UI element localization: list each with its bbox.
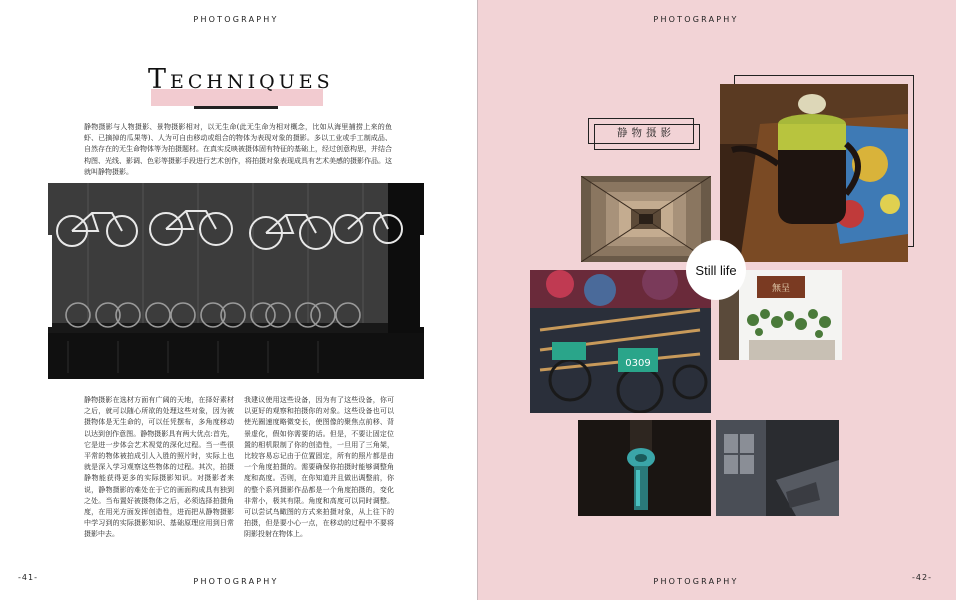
bike-row-image (530, 270, 711, 413)
intro-paragraph: 静物摄影与人物摄影、景物摄影相对，以无生命(此无生命为相对概念，比如从海里捕捞上来的鱼虾、已摘掉的瓜果等)、人为可自由移动或组合的物体为表现对象的摄影。多以工业或手工制成品、自然存在的无生命物体等为拍摄题材。在真实反映被摄体固有特征的基础上，经过创意构思，并结合构图、光线、影调、色彩等摄影手段进行艺术创作，将拍摄对象表现成具有艺术美感的摄影作品。这就叫静物摄影。 (84, 123, 392, 176)
tunnel-photo (581, 176, 711, 262)
shadow-image (716, 420, 839, 516)
body-column-1: 静物摄影在选材方面有广阔的天地，在择好素材之后，就可以随心所欲的处理这些对象，因为被摄物体是无生命的，可以任凭摆布，多角度移动以达到创作意图。静物摄影具有两大优点:首先，它是进一步体会艺术视觉的深化过程。当一些很平常的物体被拍成引人入胜的照片时，实际上也就是深入学习观察这些物体的过程。其次，拍摄静物能获得更多的实际摄影知识。对摄影者来说，静物摄影的难处在于它的画面构成具有独到之处。当布置好被摄物体之后，必须选择拍摄角度，在用光方面发挥创造性，进而把从静物摄影中学习到的实际摄影知识、基础原理应用到日常摄影中去。 (84, 396, 234, 539)
teapot-photo (720, 84, 908, 262)
sign-text: 無呈 (771, 284, 791, 294)
shadow-photo (716, 420, 839, 516)
tap-image (578, 420, 711, 516)
bicycle-photo (48, 183, 424, 379)
running-head: PHOTOGRAPHY (653, 15, 739, 24)
page-title: Techniques (148, 64, 334, 95)
running-head: PHOTOGRAPHY (193, 15, 279, 24)
title-underline (194, 106, 278, 109)
running-foot: PHOTOGRAPHY (193, 577, 279, 586)
tap-photo (578, 420, 711, 516)
bike-row-photo (530, 270, 711, 413)
body-column-2: 我建议使用这些设备，因为有了这些设备，你可以更好的观察和拍摄你的对象。这些设备也可以使光圈速度略微变长，使图像的聚焦点前移、背景虚化，假如你需要的话。但是，不要让固定位置的相机限制了你的创造性，一旦用了三角架，比较容易忘记由于位置固定，所有的照片都是由一个角度拍摄的。需要确保你拍摄时能够调整角度和高度。否则，在你知道并且做出调整前，你的整个系列摄影作品都是一个角度拍摄的，变化非常小，极其有限。角度和高度可以同时调整。可以尝试鸟瞰图的方式来拍摄对象，从上往下的拍摄，但是要小心一点，在移动的过程中不要将阴影投射在物体上。 (244, 396, 394, 539)
still-life-label: Still life (695, 262, 737, 278)
bike-tag-number: 0309 (625, 358, 651, 369)
still-life-stamp (588, 118, 700, 150)
page-number-left: -41- (18, 573, 38, 582)
bicycle-image (48, 183, 424, 379)
page-number-right: -42- (912, 573, 932, 582)
running-foot-right: PHOTOGRAPHY (653, 577, 739, 586)
teapot-image (720, 84, 908, 262)
stamp-label: 静物摄影 (617, 127, 675, 139)
tunnel-image (581, 176, 711, 262)
still-life-circle (686, 240, 746, 300)
